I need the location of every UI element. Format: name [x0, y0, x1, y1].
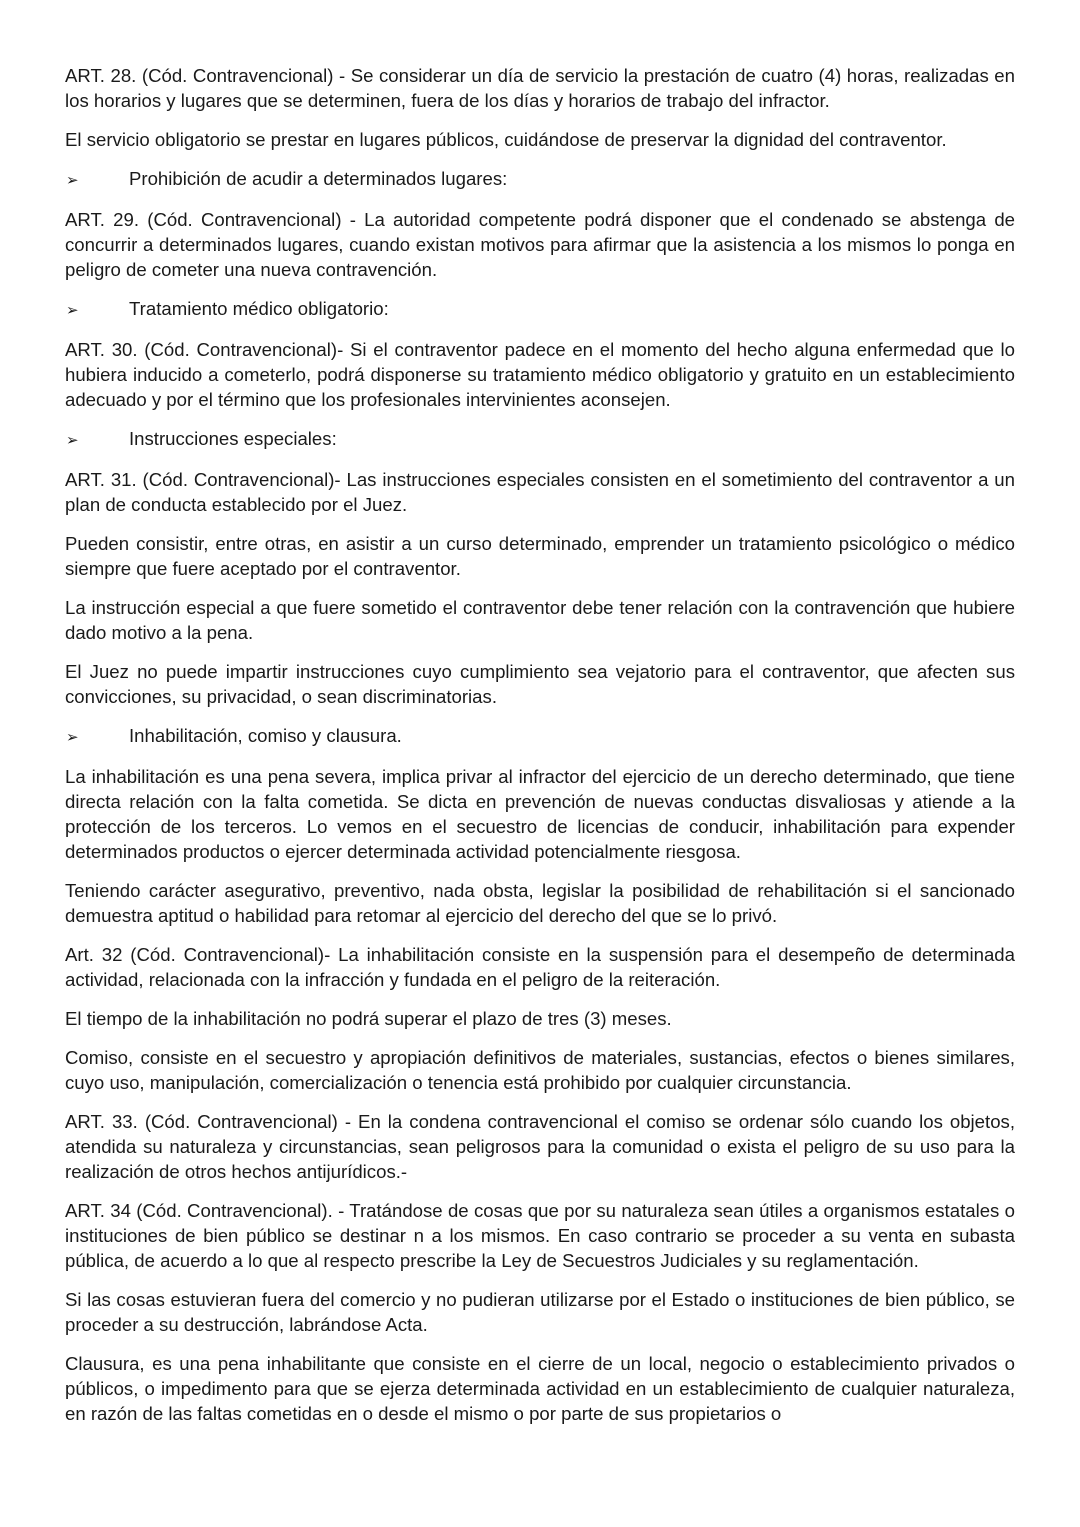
- paragraph-cosas-fuera-comercio: Si las cosas estuvieran fuera del comercio y no pudieran utilizarse por el Estado o instituciones de bien público, se proceder a su destrucción, labrándose Acta.: [65, 1289, 1015, 1335]
- bullet-item-tratamiento: [65, 296, 1015, 323]
- arrow-bullet-icon: ➢: [66, 302, 79, 319]
- arrow-bullet-icon: ➢: [66, 432, 79, 449]
- paragraph-art-34: ART. 34 (Cód. Contravencional). - Tratándose de cosas que por su naturaleza sean útiles a organismos estatales o instituciones de bien público se destinar n a los mismos. En caso contrario se proceder a su venta en subasta pública, de acuerdo a lo que al respecto prescribe la Ley de Secuestros Judiciales y su reglamentación.: [65, 1200, 1015, 1271]
- paragraph-pueden-consistir: Pueden consistir, entre otras, en asistir a un curso determinado, emprender un tratamiento psicológico o médico siempre que fuere aceptado por el contraventor.: [65, 533, 1015, 579]
- document-page: [65, 63, 1015, 1426]
- bullet-label: Instrucciones especiales:: [129, 428, 337, 449]
- paragraph-art-33: ART. 33. (Cód. Contravencional) - En la condena contravencional el comiso se ordenar sólo cuando los objetos, atendida su naturaleza y circunstancias, sean peligrosos para la comunidad o exista el peligro de su uso para la realización de otros hechos antijurídicos.-: [65, 1111, 1015, 1182]
- paragraph-instruccion-especial: La instrucción especial a que fuere sometido el contraventor debe tener relación con la contravención que hubiere dado motivo a la pena.: [65, 597, 1015, 643]
- paragraph-caracter-asegurativo: Teniendo carácter asegurativo, preventivo, nada obsta, legislar la posibilidad de rehabilitación si el sancionado demuestra aptitud o habilidad para retomar al ejercicio del derecho del que se lo privó.: [65, 880, 1015, 926]
- paragraph-inhabilitacion-pena: La inhabilitación es una pena severa, implica privar al infractor del ejercicio de un derecho determinado, que tiene directa relación con la falta cometida. Se dicta en prevención de nuevas conductas disvaliosas y atiende a la protección de los terceros. Lo vemos en el secuestro de licencias de conducir, inhabilitación para expender determinados productos o ejercer determinada actividad potencialmente riesgosa.: [65, 766, 1015, 862]
- bullet-item-inhabilitacion: [65, 723, 1015, 750]
- bullet-label: Prohibición de acudir a determinados lugares:: [129, 168, 508, 189]
- paragraph-servicio-obligatorio: El servicio obligatorio se prestar en lugares públicos, cuidándose de preservar la dignidad del contraventor.: [65, 129, 947, 150]
- paragraph-comiso: Comiso, consiste en el secuestro y apropiación definitivos de materiales, sustancias, efectos o bienes similares, cuyo uso, manipulación, comercialización o tenencia está prohibido por cualquier circunstancia.: [65, 1047, 1015, 1093]
- paragraph-art-30: ART. 30. (Cód. Contravencional)- Si el contraventor padece en el momento del hecho alguna enfermedad que lo hubiera inducido a cometerlo, podrá disponerse su tratamiento médico obligatorio y gratuito en un establecimiento adecuado y por el término que los profesionales intervinientes aconsejen.: [65, 339, 1015, 410]
- paragraph-clausura: Clausura, es una pena inhabilitante que consiste en el cierre de un local, negocio o establecimiento privados o públicos, o impedimento para que se ejerza determinada actividad en un establecimiento de cualquier naturaleza, en razón de las faltas cometidas en o desde el mismo o por parte de sus propietarios o: [65, 1353, 1015, 1424]
- bullet-label: Inhabilitación, comiso y clausura.: [129, 725, 402, 746]
- paragraph-art-32: Art. 32 (Cód. Contravencional)- La inhabilitación consiste en la suspensión para el desempeño de determinada actividad, relacionada con la infracción y fundada en el peligro de la reiteración.: [65, 944, 1015, 990]
- arrow-bullet-icon: ➢: [66, 729, 79, 746]
- paragraph-juez-instrucciones: El Juez no puede impartir instrucciones cuyo cumplimiento sea vejatorio para el contraventor, que afecten sus convicciones, su privacidad, o sean discriminatorias.: [65, 661, 1015, 707]
- bullet-label: Tratamiento médico obligatorio:: [129, 298, 389, 319]
- paragraph-tiempo-inhabilitacion: El tiempo de la inhabilitación no podrá superar el plazo de tres (3) meses.: [65, 1008, 672, 1029]
- arrow-bullet-icon: ➢: [66, 172, 79, 189]
- paragraph-art-29: ART. 29. (Cód. Contravencional) - La autoridad competente podrá disponer que el condenado se abstenga de concurrir a determinados lugares, cuando existan motivos para afirmar que la asistencia a los mismos lo ponga en peligro de cometer una nueva contravención.: [65, 209, 1015, 280]
- bullet-item-prohibicion: [65, 166, 1015, 193]
- paragraph-art-31: ART. 31. (Cód. Contravencional)- Las instrucciones especiales consisten en el sometimiento del contraventor a un plan de conducta establecido por el Juez.: [65, 469, 1015, 515]
- bullet-item-instrucciones: [65, 426, 1015, 453]
- paragraph-art-28: ART. 28. (Cód. Contravencional) - Se considerar un día de servicio la prestación de cuatro (4) horas, realizadas en los horarios y lugares que se determinen, fuera de los días y horarios de trabajo del infractor.: [65, 65, 1015, 111]
